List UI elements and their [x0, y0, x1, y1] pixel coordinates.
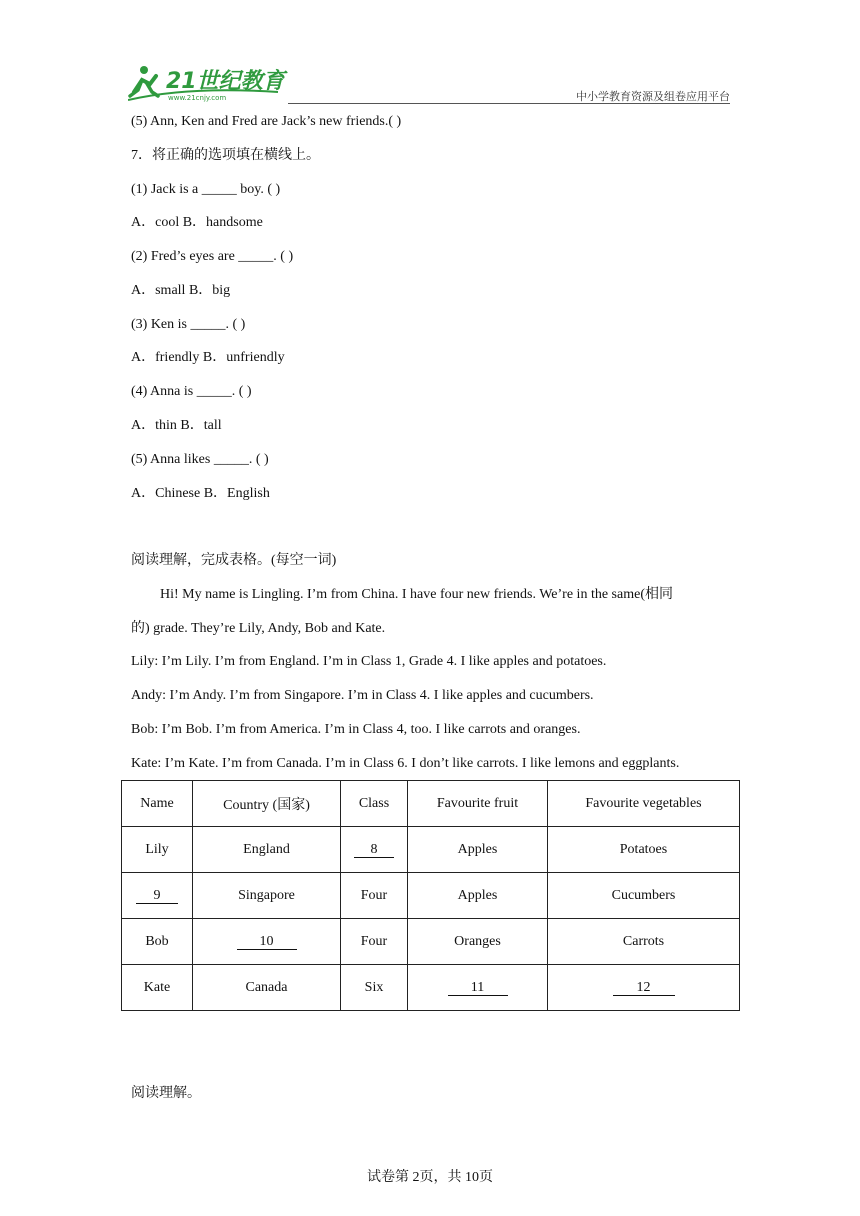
- question-7-2-options: A．small B．big: [131, 283, 231, 298]
- logo-21cnjy: [128, 62, 288, 102]
- cell: Six: [341, 965, 408, 1011]
- svg-text:www.21cnjy.com: www.21cnjy.com: [168, 94, 227, 102]
- blank-8: 8: [354, 843, 394, 858]
- question-7-3: (3) Ken is _____. ( ): [131, 317, 246, 332]
- header-vegetables: Favourite vegetables: [548, 781, 740, 827]
- page-header: [128, 58, 730, 104]
- blank-cell: [341, 827, 408, 873]
- header-name: Name: [122, 781, 193, 827]
- cell: Apples: [408, 873, 548, 919]
- svg-text:21世纪教育: 21世纪教育: [166, 69, 285, 94]
- question-7-3-options: A．friendly B．unfriendly: [131, 350, 285, 365]
- cell: Canada: [193, 965, 341, 1011]
- header-divider: [288, 103, 730, 104]
- header-country: Country (国家): [193, 781, 341, 827]
- question-7-5: (5) Anna likes _____. ( ): [131, 452, 269, 467]
- blank-cell: [408, 965, 548, 1011]
- cell: Lily: [122, 827, 193, 873]
- cell: Potatoes: [548, 827, 740, 873]
- passage-lily: Lily: I’m Lily. I’m from England. I’m in Class 1, Grade 4. I like apples and potatoes.: [131, 654, 607, 669]
- table-row: [122, 965, 740, 1011]
- passage-line-1: Hi! My name is Lingling. I’m from China. I have four new friends. We’re in the same(相同: [160, 587, 673, 602]
- page-footer: 试卷第 2页，共 10页: [367, 1170, 493, 1185]
- header-class: Class: [341, 781, 408, 827]
- table-header-row: [122, 781, 740, 827]
- blank-11: 11: [448, 981, 508, 996]
- reading-title-2: 阅读理解。: [131, 1086, 201, 1101]
- cell: England: [193, 827, 341, 873]
- question-7-title: 7．将正确的选项填在横线上。: [131, 148, 320, 163]
- platform-name: 中小学教育资源及组卷应用平台: [576, 90, 730, 103]
- cell: Kate: [122, 965, 193, 1011]
- passage-bob: Bob: I’m Bob. I’m from America. I’m in Class 4, too. I like carrots and oranges.: [131, 722, 581, 737]
- header-fruit: Favourite fruit: [408, 781, 548, 827]
- cell: Singapore: [193, 873, 341, 919]
- table-row: [122, 873, 740, 919]
- table-row: [122, 919, 740, 965]
- blank-cell: [193, 919, 341, 965]
- cell: Cucumbers: [548, 873, 740, 919]
- question-6-5: (5) Ann, Ken and Fred are Jack’s new friends.( ): [131, 114, 402, 129]
- cell: Carrots: [548, 919, 740, 965]
- question-7-1: (1) Jack is a _____ boy. ( ): [131, 182, 281, 197]
- blank-cell: [548, 965, 740, 1011]
- cell: Apples: [408, 827, 548, 873]
- question-7-1-options: A．cool B．handsome: [131, 215, 263, 230]
- blank-9: 9: [136, 889, 178, 904]
- cell: Four: [341, 873, 408, 919]
- passage-kate: Kate: I’m Kate. I’m from Canada. I’m in Class 6. I don’t like carrots. I like lemons and eggplants.: [131, 756, 680, 771]
- passage-line-2: 的) grade. They’re Lily, Andy, Bob and Kate.: [131, 621, 386, 636]
- cell: Four: [341, 919, 408, 965]
- blank-12: 12: [613, 981, 675, 996]
- cell: Bob: [122, 919, 193, 965]
- question-7-5-options: A．Chinese B．English: [131, 486, 270, 501]
- question-7-2: (2) Fred’s eyes are _____. ( ): [131, 249, 294, 264]
- cell: Oranges: [408, 919, 548, 965]
- passage-andy: Andy: I’m Andy. I’m from Singapore. I’m in Class 4. I like apples and cucumbers.: [131, 688, 594, 703]
- question-7-4-options: A．thin B．tall: [131, 418, 222, 433]
- reading-title: 阅读理解，完成表格。(每空一词): [131, 553, 337, 568]
- blank-10: 10: [237, 935, 297, 950]
- question-7-4: (4) Anna is _____. ( ): [131, 384, 252, 399]
- friends-table: [121, 780, 740, 1011]
- blank-cell: [122, 873, 193, 919]
- table-row: [122, 827, 740, 873]
